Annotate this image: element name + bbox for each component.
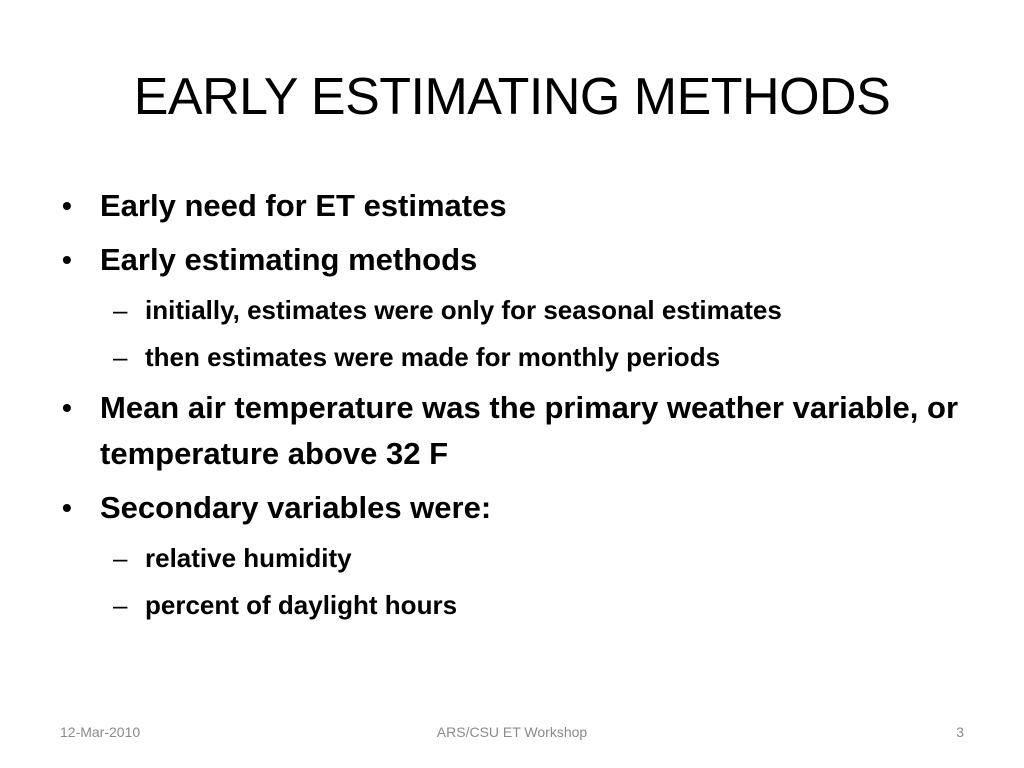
slide-title: EARLY ESTIMATING METHODS bbox=[133, 68, 891, 126]
bullet-text: Early need for ET estimates bbox=[100, 188, 507, 223]
sub-bullet-item bbox=[60, 586, 980, 624]
bullet-marker: • bbox=[62, 244, 72, 275]
sub-bullet-item bbox=[60, 539, 980, 577]
bullet-item bbox=[60, 485, 980, 531]
bullet-item bbox=[60, 385, 980, 477]
dash-marker: – bbox=[113, 342, 128, 372]
dash-marker: – bbox=[113, 543, 128, 573]
footer-page-number: 3 bbox=[956, 724, 964, 740]
sub-bullet-text: initially, estimates were only for seasonal estimates bbox=[145, 295, 782, 325]
bullet-text: Secondary variables were: bbox=[100, 490, 492, 525]
bullet-marker: • bbox=[62, 190, 72, 221]
bullet-item bbox=[60, 183, 980, 229]
bullet-marker: • bbox=[62, 392, 72, 423]
sub-bullet-item bbox=[60, 338, 980, 376]
footer-event: ARS/CSU ET Workshop bbox=[436, 724, 588, 740]
bullet-item bbox=[60, 237, 980, 283]
sub-bullet-text: relative humidity bbox=[145, 543, 352, 573]
bullet-list bbox=[60, 183, 980, 633]
bullet-text: Mean air temperature was the primary weather variable, or temperature above 32 F bbox=[100, 390, 959, 471]
dash-marker: – bbox=[113, 590, 128, 620]
bullet-text: Early estimating methods bbox=[100, 242, 478, 277]
bullet-marker: • bbox=[62, 492, 72, 523]
sub-bullet-text: percent of daylight hours bbox=[145, 590, 458, 620]
sub-bullet-text: then estimates were made for monthly periods bbox=[145, 342, 721, 372]
sub-bullet-item bbox=[60, 291, 980, 329]
footer-date: 12-Mar-2010 bbox=[60, 724, 141, 740]
dash-marker: – bbox=[113, 295, 128, 325]
